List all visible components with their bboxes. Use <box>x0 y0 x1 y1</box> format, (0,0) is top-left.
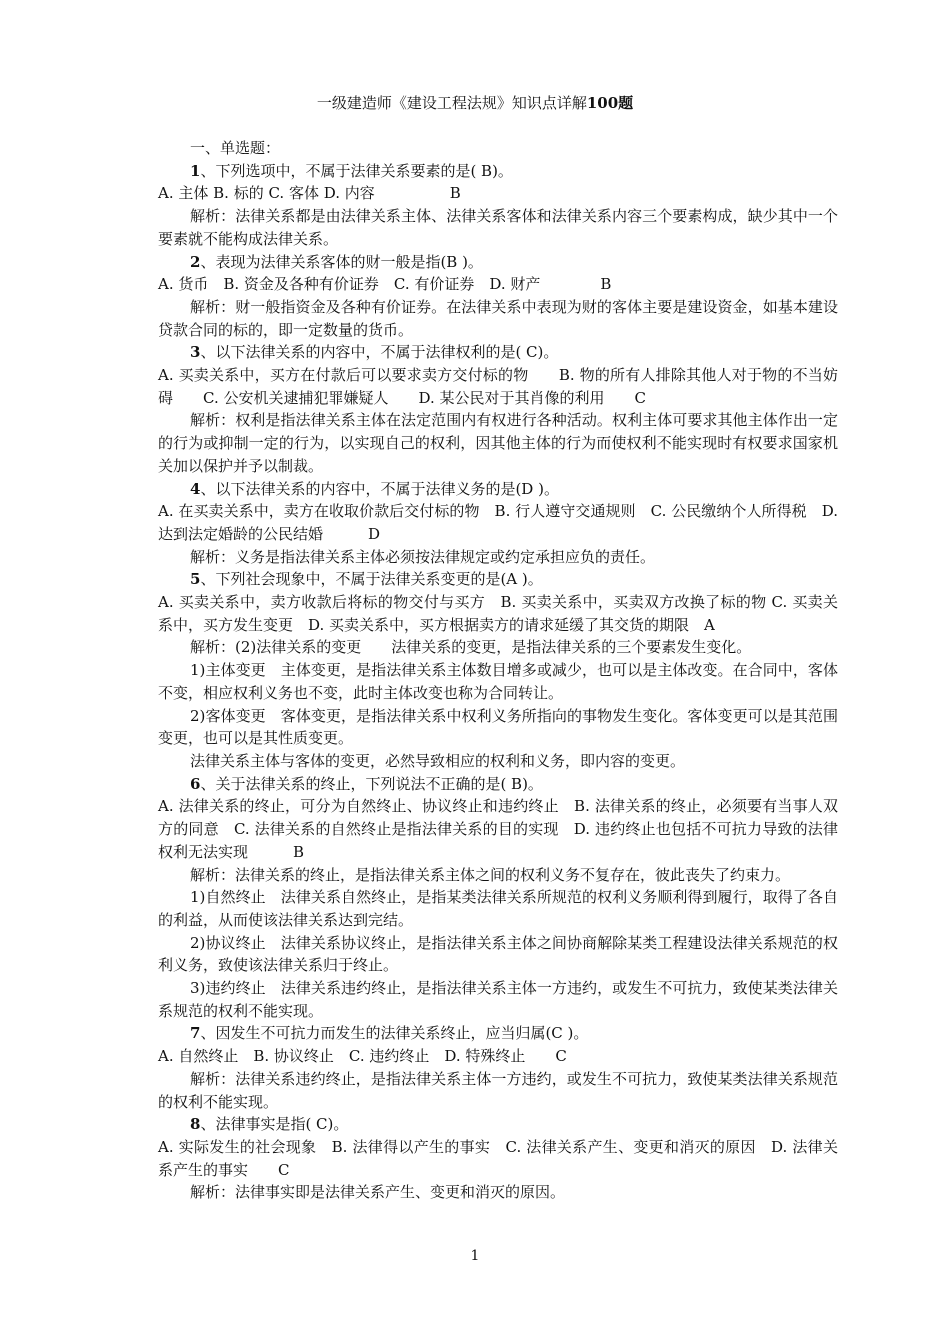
explanation: 解析：权利是指法律关系主体在法定范围内有权进行各种活动。权利主体可要求其他主体作出一定的行为或抑制一定的行为，以实现自己的权利，因其他主体的行为而使权利不能实现时有权要求国家机关加以保护并予以制裁。 <box>158 411 838 475</box>
question-number: 6 <box>190 774 201 793</box>
explanation: 解析：(2)法律关系的变更 法律关系的变更，是指法律关系的三个要素发生变化。 <box>190 638 752 657</box>
explanation: 1)主体变更 主体变更，是指法律关系主体数目增多或减少，也可以是主体改变。在合同中，客体不变，相应权利义务也不变，此时主体改变也称为合同转让。 <box>158 661 838 702</box>
answer-options: A. 买卖关系中，买方在付款后可以要求卖方交付标的物 B. 物的所有人排除其他人对于物的不当妨碍 C. 公安机关逮捕犯罪嫌疑人 D. 某公民对于其肖像的利用 C <box>158 366 838 407</box>
question <box>158 568 838 591</box>
question <box>158 1113 838 1136</box>
explanation: 解析：义务是指法律关系主体必须按法律规定或约定承担应负的责任。 <box>190 547 656 566</box>
question-text: 、因发生不可抗力而发生的法律关系终止，应当归属(C )。 <box>200 1024 589 1043</box>
explanation: 解析：法律关系都是由法律关系主体、法律关系客体和法律关系内容三个要素构成，缺少其中一个要素就不能构成法律关系。 <box>158 207 838 248</box>
question-text: 、关于法律关系的终止，下列说法不正确的是( B)。 <box>200 774 543 793</box>
question-text: 、以下法律关系的内容中，不属于法律义务的是(D )。 <box>200 479 559 498</box>
question-number: 3 <box>190 343 201 362</box>
explanation: 2)协议终止 法律关系协议终止，是指法律关系主体之间协商解除某类工程建设法律关系规范的权利义务，致使该法律关系归于终止。 <box>158 933 838 975</box>
question-number: 1 <box>190 161 201 180</box>
question <box>158 1022 838 1045</box>
explanation: 1)自然终止 法律关系自然终止，是指某类法律关系所规范的权利义务顺利得到履行，取得了各自的利益，从而使该法律关系达到完结。 <box>158 888 838 929</box>
answer-options: A. 在买卖关系中，卖方在收取价款后交付标的物 B. 行人遵守交通规则 C. 公民缴纳个人所得税 D. 达到法定婚龄的公民结婚 D <box>158 502 838 543</box>
question-number: 2 <box>190 252 201 271</box>
title-text: 一级建造师《建设工程法规》知识点详解 <box>316 94 587 112</box>
question-text: 、表现为法律关系客体的财一般是指(B )。 <box>200 252 483 271</box>
explanation: 法律关系主体与客体的变更，必然导致相应的权利和义务，即内容的变更。 <box>190 751 686 770</box>
answer-options: A. 买卖关系中，卖方收款后将标的物交付与买方 B. 买卖关系中，买卖双方改换了标的物 C. 买卖关系中，买方发生变更 D. 买卖关系中，买方根据卖方的请求延缓了其交货的期限 A <box>158 593 838 634</box>
question-text: 、下列社会现象中，不属于法律关系变更的是(A )。 <box>200 570 543 589</box>
title-count: 100题 <box>586 94 634 112</box>
question-number: 5 <box>190 570 201 589</box>
answer-options: A. 实际发生的社会现象 B. 法律得以产生的事实 C. 法律关系产生、变更和消灭的原因 D. 法律关系产生的事实 C <box>158 1137 838 1179</box>
explanation: 3)违约终止 法律关系违约终止，是指法律关系主体一方违约，或发生不可抗力，致使某类法律关系规范的权利不能实现。 <box>158 979 838 1020</box>
answer-options: A. 主体 B. 标的 C. 客体 D. 内容 B <box>158 184 461 203</box>
answer-options: A. 自然终止 B. 协议终止 C. 违约终止 D. 特殊终止 C <box>158 1047 567 1066</box>
question-number: 4 <box>190 479 201 498</box>
question <box>158 251 838 274</box>
explanation: 解析：法律事实即是法律关系产生、变更和消灭的原因。 <box>190 1183 566 1202</box>
question-text: 、法律事实是指( C)。 <box>200 1115 349 1134</box>
question <box>158 341 838 364</box>
question <box>158 773 838 796</box>
page-number: 1 <box>470 1248 480 1264</box>
document-title <box>0 92 950 114</box>
explanation: 解析：法律关系违约终止，是指法律关系主体一方违约，或发生不可抗力，致使某类法律关系规范的权利不能实现。 <box>158 1069 838 1111</box>
explanation: 解析：法律关系的终止，是指法律关系主体之间的权利义务不复存在，彼此丧失了约束力。 <box>190 865 791 884</box>
answer-options: A. 货币 B. 资金及各种有价证券 C. 有价证券 D. 财产 B <box>158 275 612 294</box>
question <box>158 478 838 501</box>
question <box>158 160 838 183</box>
section-heading: 一、单选题： <box>190 139 281 157</box>
question-text: 、以下法律关系的内容中，不属于法律权利的是( C)。 <box>200 343 559 362</box>
answer-options: A. 法律关系的终止，可分为自然终止、协议终止和违约终止 B. 法律关系的终止，必须要有当事人双方的同意 C. 法律关系的自然终止是指法律关系的目的实现 D. 违约终止也包括不可抗力导致的法律权利无法实现 B <box>158 797 838 861</box>
question-number: 8 <box>190 1115 201 1134</box>
explanation: 2)客体变更 客体变更，是指法律关系中权利义务所指向的事物发生变化。客体变更可以是其范围变更，也可以是其性质变更。 <box>158 706 838 748</box>
document-body <box>158 137 838 1204</box>
question-text: 、下列选项中，不属于法律关系要素的是( B)。 <box>200 161 513 180</box>
question-number: 7 <box>190 1024 201 1043</box>
explanation: 解析：财一般指资金及各种有价证券。在法律关系中表现为财的客体主要是建设资金，如基本建设贷款合同的标的，即一定数量的货币。 <box>158 297 838 339</box>
